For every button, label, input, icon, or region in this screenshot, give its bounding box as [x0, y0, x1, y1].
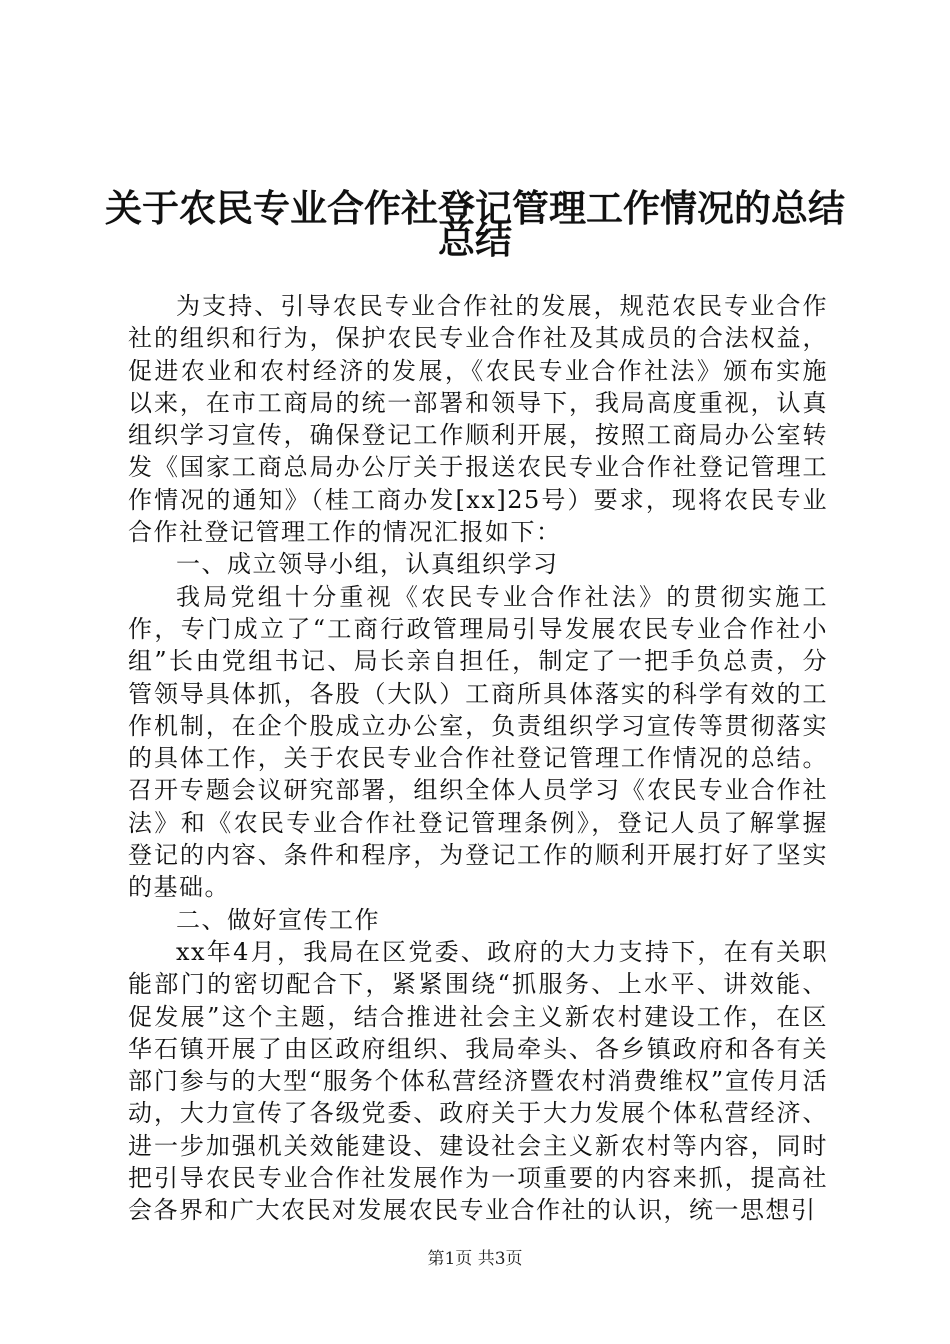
document-title-continuation: 总结: [438, 218, 512, 262]
paragraph-section-1: 我局党组十分重视《农民专业合作社法》的贯彻实施工作，专门成立了“工商行政管理局引导发展农民专业合作社小组”长由党组书记、局长亲自担任，制定了一把手负总责，分管领导具体抓，各股（大队）工商所具体落实的科学有效的工作机制，在企个股成立办公室，负责组织学习宣传等贯彻落实的具体工作，关于农民专业合作社登记管理工作情况的总结。召开专题会议研究部署，组织全体人员学习《农民专业合作社法》和《农民专业合作社登记管理条例》，登记人员了解掌握登记的内容、条件和程序，为登记工作的顺利开展打好了坚实的基础。: [128, 582, 828, 902]
page-footer: 第1页 共3页: [427, 1249, 523, 1269]
document-body: [128, 290, 828, 1227]
document-title: 关于农民专业合作社登记管理工作情况的总结: [105, 186, 845, 230]
paragraph-section-2: xx年4月，我局在区党委、政府的大力支持下，在有关职能部门的密切配合下，紧紧围绕“抓服务、上水平、讲效能、促发展”这个主题，结合推进社会主义新农村建设工作，在区华石镇开展了由区政府组织、我局牵头、各乡镇政府和各有关部门参与的大型“服务个体私营经济暨农村消费维权”宣传月活动，大力宣传了各级党委、政府关于大力发展个体私营经济、进一步加强机关效能建设、建设社会主义新农村等内容，同时把引导农民专业合作社发展作为一项重要的内容来抓，提高社会各界和广大农民对发展农民专业合作社的认识，统一思想引: [128, 937, 828, 1225]
section-heading-2: 二、做好宣传工作: [176, 905, 380, 934]
section-heading-1: 一、成立领导小组，认真组织学习: [176, 550, 559, 579]
paragraph-intro: 为支持、引导农民专业合作社的发展，规范农民专业合作社的组织和行为，保护农民专业合作社及其成员的合法权益，促进农业和农村经济的发展，《农民专业合作社法》颁布实施以来，在市工商局的统一部署和领导下，我局高度重视，认真组织学习宣传，确保登记工作顺利开展，按照工商局办公室转发《国家工商总局办公厅关于报送农民专业合作社登记管理工作情况的通知》（桂工商办发[xx]25号）要求，现将农民专业合作社登记管理工作的情况汇报如下：: [128, 292, 828, 547]
